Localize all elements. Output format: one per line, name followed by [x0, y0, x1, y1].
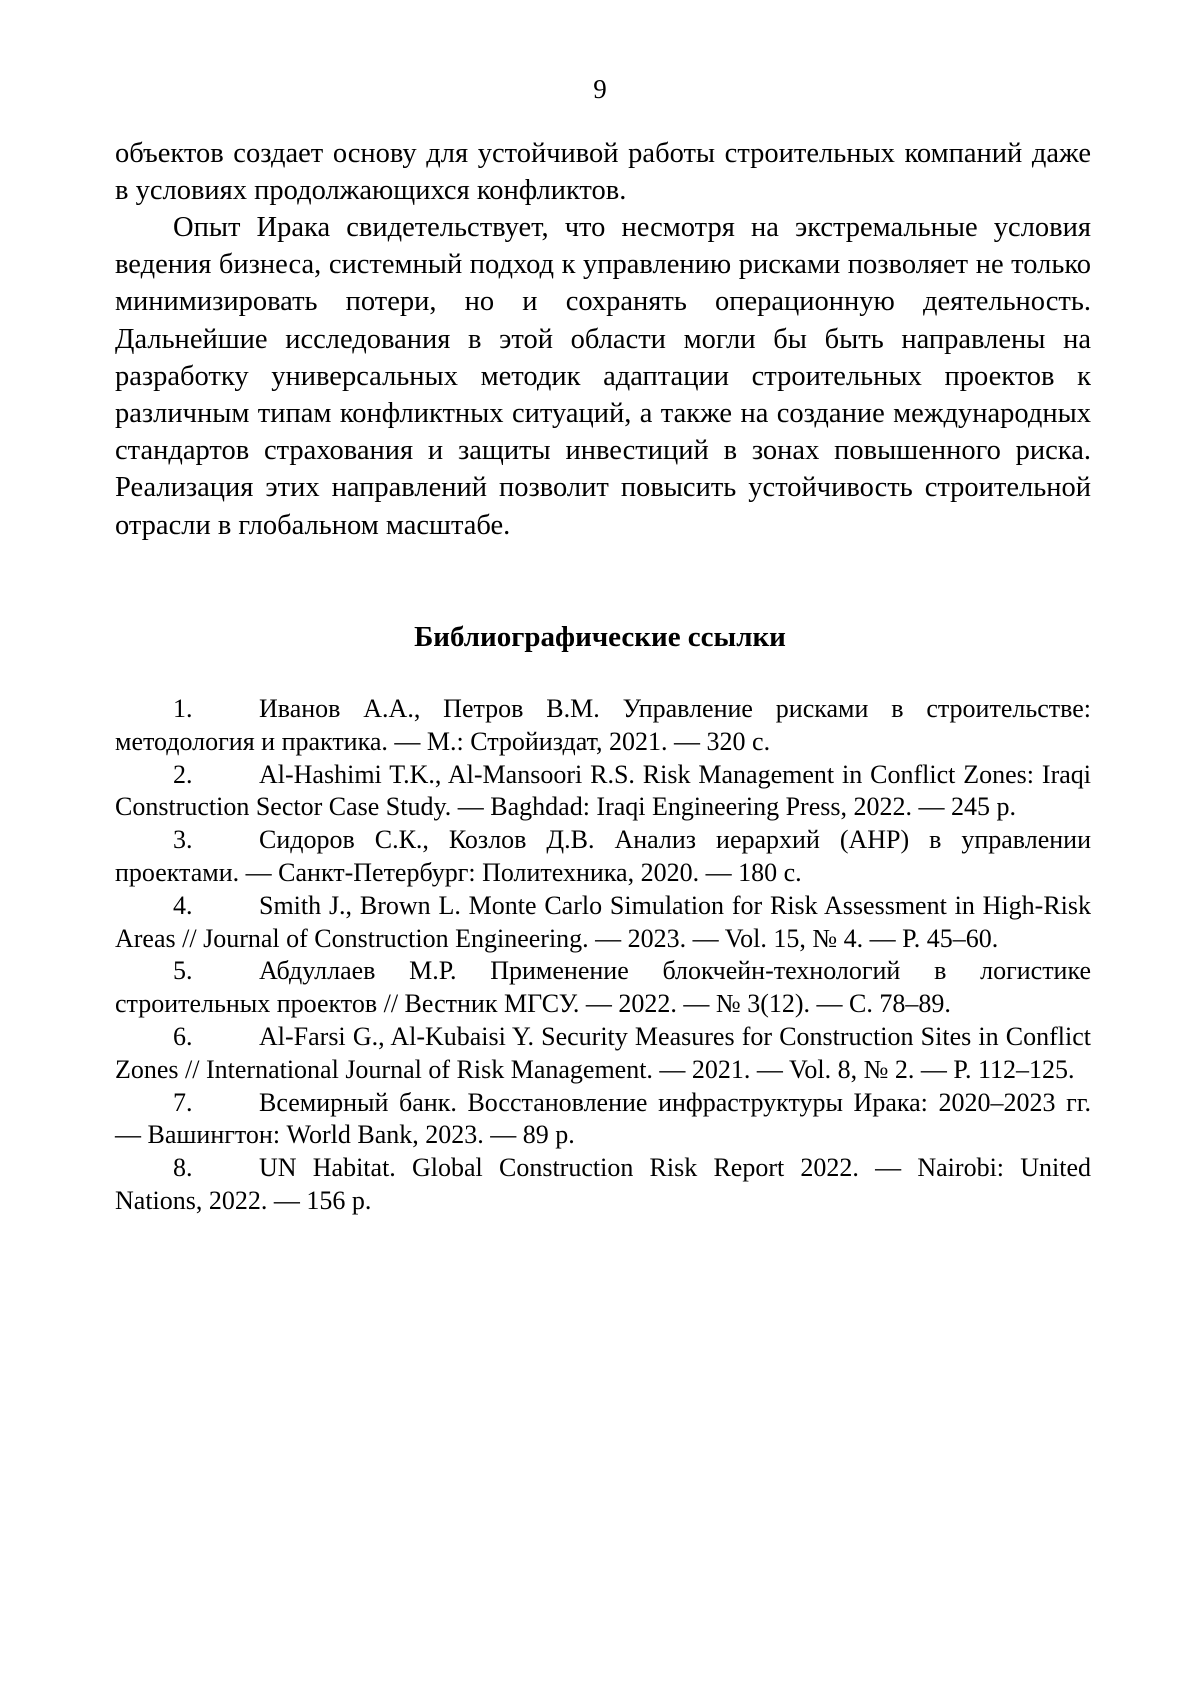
bibliography-item [115, 759, 1091, 825]
page-number: 9 [593, 74, 607, 104]
bibliography-item-number: 4. [173, 890, 193, 920]
bibliography-item [115, 1087, 1091, 1153]
body-paragraph: Опыт Ирака свидетельствует, что несмотря на экстремальные условия ведения бизнеса, системный подход к управлению рисками позволяет не только минимизировать потери, но и сохранять операционную деятельность. Дальнейшие исследования в этой области могли бы быть направлены на разработку универсальных методик адаптации строительных проектов к различным типам конфликтных ситуаций, а также на создание международных стандартов страхования и защиты инвестиций в зонах повышенного риска. Реализация этих направлений позволит повысить устойчивость строительной отрасли в глобальном масштабе. [115, 212, 1091, 541]
bibliography-item [115, 955, 1091, 1021]
bibliography-item-number: 1. [173, 694, 193, 723]
bibliography-item-number: 3. [173, 825, 193, 855]
bibliography-list [115, 693, 1091, 1218]
bibliography-item-text: Smith J., Brown L. Monte Carlo Simulation for Risk Assessment in High-Risk Areas // Journal of Construction Engineering. — 2023. — Vol. 15, № 4. — P. 45–60. [115, 890, 1091, 953]
bibliography-item-text: UN Habitat. Global Construction Risk Report 2022. — Nairobi: United Nations, 2022. — 156 p. [115, 1153, 1091, 1215]
bibliography-item [115, 1021, 1091, 1087]
bibliography-item-number: 2. [173, 759, 193, 789]
bibliography-item-text: Всемирный банк. Восстановление инфраструктуры Ирака: 2020–2023 гг. — Вашингтон: World Bank, 2023. — 89 p. [115, 1087, 1091, 1150]
body-paragraph: объектов создает основу для устойчивой работы строительных компаний даже в условиях продолжающихся конфликтов. [115, 138, 1091, 207]
bibliography-item [115, 693, 1091, 759]
bibliography-item-number: 7. [173, 1087, 193, 1117]
bibliography-item-number: 6. [173, 1021, 193, 1051]
bibliography-item-text: Абдуллаев М.Р. Применение блокчейн-технологий в логистике строительных проектов // Вестник МГСУ. — 2022. — № 3(12). — С. 78–89. [115, 956, 1091, 1019]
bibliography-item-text: Сидоров С.К., Козлов Д.В. Анализ иерархий (AHP) в управлении проектами. — Санкт-Петербург: Политехника, 2020. — 180 с. [115, 825, 1091, 887]
bibliography-item [115, 824, 1091, 890]
bibliography-item-number: 5. [173, 956, 193, 986]
section-title: Библиографические ссылки [414, 621, 786, 653]
bibliography-item-text: Иванов А.А., Петров В.М. Управление рисками в строительстве: методология и практика. — М.: Стройиздат, 2021. — 320 с. [115, 694, 1091, 756]
bibliography-item [115, 1152, 1091, 1218]
bibliography-item [115, 890, 1091, 956]
bibliography-item-number: 8. [173, 1153, 193, 1183]
bibliography-item-text: Al-Hashimi T.K., Al-Mansoori R.S. Risk Management in Conflict Zones: Iraqi Construction Sector Case Study. — Baghdad: Iraqi Engineering Press, 2022. — 245 p. [115, 759, 1091, 822]
bibliography-item-text: Al-Farsi G., Al-Kubaisi Y. Security Measures for Construction Sites in Conflict Zones // International Journal of Risk Management. — 2021. — Vol. 8, № 2. — P. 112–125. [115, 1021, 1091, 1084]
